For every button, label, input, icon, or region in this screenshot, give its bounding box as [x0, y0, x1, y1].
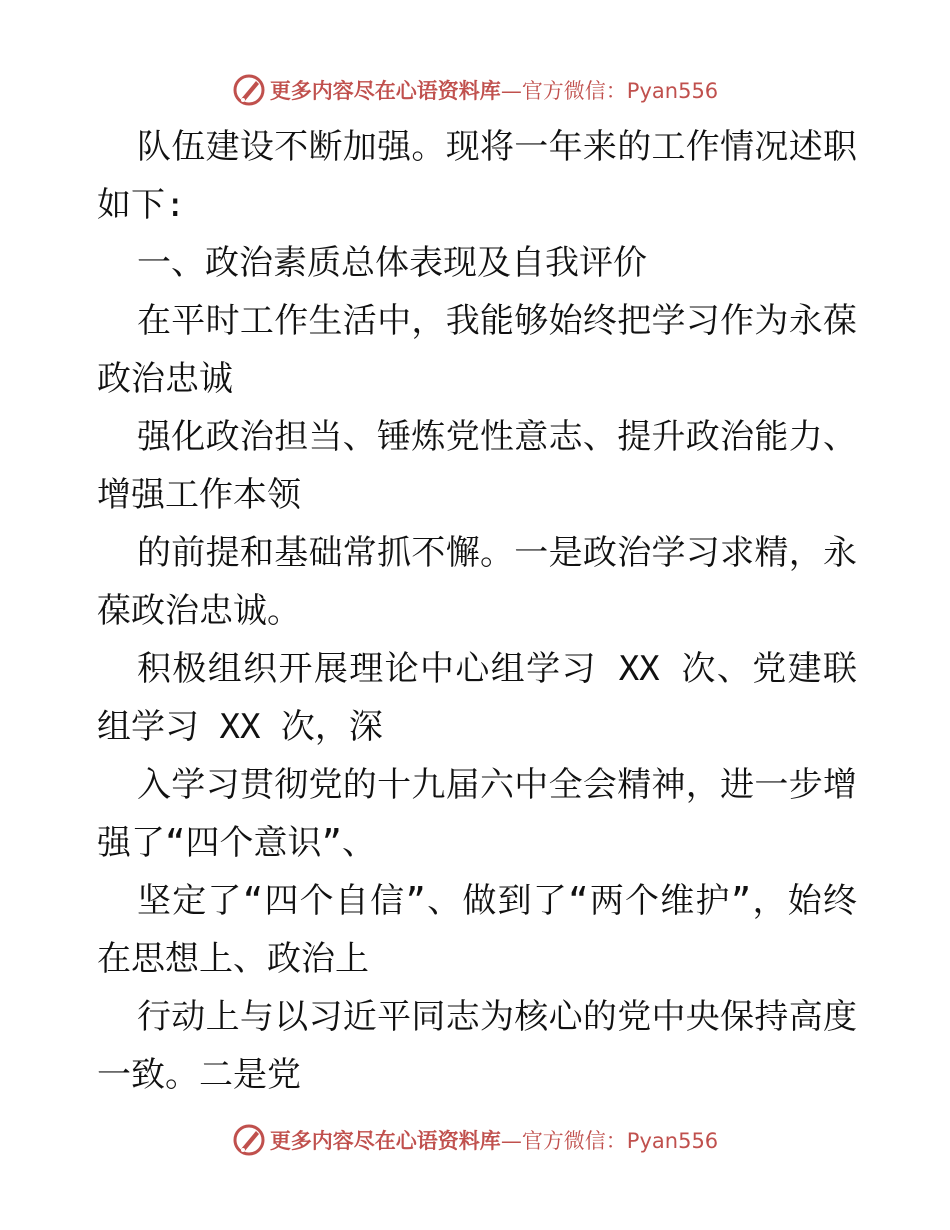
section-heading: 一、政治素质总体表现及自我评价: [137, 243, 647, 283]
header-banner-text: 更多内容尽在心语资料库: [269, 78, 501, 103]
paragraph: 队伍建设不断加强。现将一年来的工作情况述职如下:: [97, 127, 857, 225]
footer-banner-suffix: —官方微信：Pyan556: [500, 1129, 719, 1153]
document-body: [97, 118, 857, 1104]
paragraph: 在平时工作生活中，我能够始终把学习作为永葆政治忠诚: [97, 301, 857, 399]
paragraph: 入学习贯彻党的十九届六中全会精神，进一步增强了“四个意识”、: [97, 765, 857, 863]
pen-logo-icon: [232, 1123, 266, 1157]
paragraph: 行动上与以习近平同志为核心的党中央保持高度一致。二是党: [97, 997, 857, 1095]
footer-banner: [0, 1120, 950, 1160]
paragraph: 强化政治担当、锤炼党性意志、提升政治能力、增强工作本领: [97, 417, 857, 515]
footer-banner-text: 更多内容尽在心语资料库: [269, 1128, 501, 1153]
paragraph: 坚定了“四个自信”、做到了“两个维护”，始终在思想上、政治上: [97, 881, 857, 979]
paragraph: 积极组织开展理论中心组学习 XX 次、党建联组学习 XX 次，深: [97, 649, 857, 747]
header-banner: [0, 70, 950, 110]
header-banner-suffix: —官方微信：Pyan556: [500, 79, 719, 103]
pen-logo-icon: [232, 73, 266, 107]
paragraph: 的前提和基础常抓不懈。一是政治学习求精，永葆政治忠诚。: [97, 533, 857, 631]
